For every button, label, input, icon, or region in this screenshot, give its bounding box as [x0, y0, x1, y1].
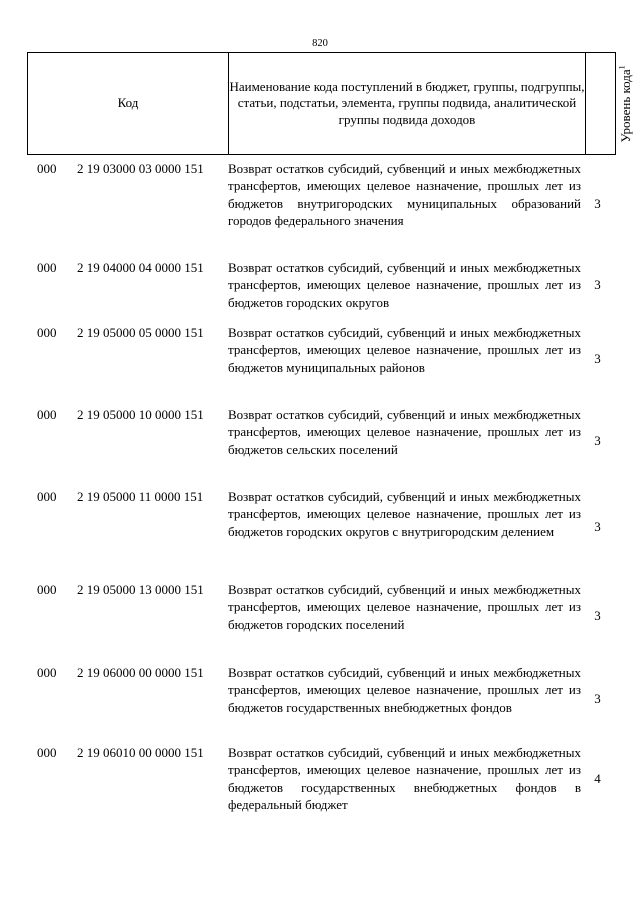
row-code: 2 19 06010 00 0000 151	[77, 745, 204, 760]
row-prefix: 000	[37, 745, 57, 760]
row-description: Возврат остатков субсидий, субвенций и иных межбюджетных трансфертов, имеющих целевое назначение, прошлых лет из бюджетов городских поселений	[228, 582, 581, 632]
header-code-cell	[28, 53, 229, 155]
row-code: 2 19 05000 10 0000 151	[77, 407, 204, 422]
row-prefix: 000	[37, 260, 57, 275]
row-level: 3	[594, 433, 601, 448]
row-level: 3	[594, 519, 601, 534]
row-code: 2 19 04000 04 0000 151	[77, 260, 204, 275]
row-description: Возврат остатков субсидий, субвенций и иных межбюджетных трансфертов, имеющих целевое назначение, прошлых лет из бюджетов сельских поселений	[228, 407, 581, 457]
row-prefix: 000	[37, 161, 57, 176]
row-code: 2 19 05000 05 0000 151	[77, 325, 204, 340]
row-description: Возврат остатков субсидий, субвенций и иных межбюджетных трансфертов, имеющих целевое назначение, прошлых лет из бюджетов городских округов с внутригородским делением	[228, 489, 581, 539]
row-prefix: 000	[37, 325, 57, 340]
row-description: Возврат остатков субсидий, субвенций и иных межбюджетных трансфертов, имеющих целевое назначение, прошлых лет из бюджетов внутригородских муниципальных образований городов федерального значения	[228, 161, 581, 229]
header-level-label-wrap	[615, 65, 635, 142]
row-level: 4	[594, 771, 601, 786]
row-prefix: 000	[37, 407, 57, 422]
header-name-label: Наименование кода поступлений в бюджет, группы, подгруппы, статьи, подстатьи, элемента, группы подвида, аналитической группы подвида доходов	[229, 78, 585, 127]
row-description: Возврат остатков субсидий, субвенций и иных межбюджетных трансфертов, имеющих целевое назначение, прошлых лет из бюджетов государственных внебюджетных фондов в федеральный бюджет	[228, 745, 581, 813]
row-description: Возврат остатков субсидий, субвенций и иных межбюджетных трансфертов, имеющих целевое назначение, прошлых лет из бюджетов государственных внебюджетных фондов	[228, 665, 581, 715]
row-level: 3	[594, 351, 601, 366]
row-code: 2 19 03000 03 0000 151	[77, 161, 204, 176]
row-prefix: 000	[37, 489, 57, 504]
row-code: 2 19 05000 13 0000 151	[77, 582, 204, 597]
table-header	[27, 52, 634, 155]
row-code: 2 19 06000 00 0000 151	[77, 665, 204, 680]
header-level-cell	[586, 53, 634, 155]
row-level: 3	[594, 196, 601, 211]
row-level: 3	[594, 277, 601, 292]
header-level-label: Уровень кода	[618, 68, 634, 143]
page-number: 820	[312, 38, 328, 49]
row-level: 3	[594, 691, 601, 706]
row-code: 2 19 05000 11 0000 151	[77, 489, 204, 504]
row-prefix: 000	[37, 582, 57, 597]
row-prefix: 000	[37, 665, 57, 680]
header-name-cell	[229, 53, 586, 155]
header-code-label: Код	[117, 95, 139, 111]
row-level: 3	[594, 608, 601, 623]
header-level-footnote: 1	[617, 64, 627, 69]
row-description: Возврат остатков субсидий, субвенций и иных межбюджетных трансфертов, имеющих целевое назначение, прошлых лет из бюджетов городских округов	[228, 260, 581, 310]
row-description: Возврат остатков субсидий, субвенций и иных межбюджетных трансфертов, имеющих целевое назначение, прошлых лет из бюджетов муниципальных районов	[228, 325, 581, 375]
